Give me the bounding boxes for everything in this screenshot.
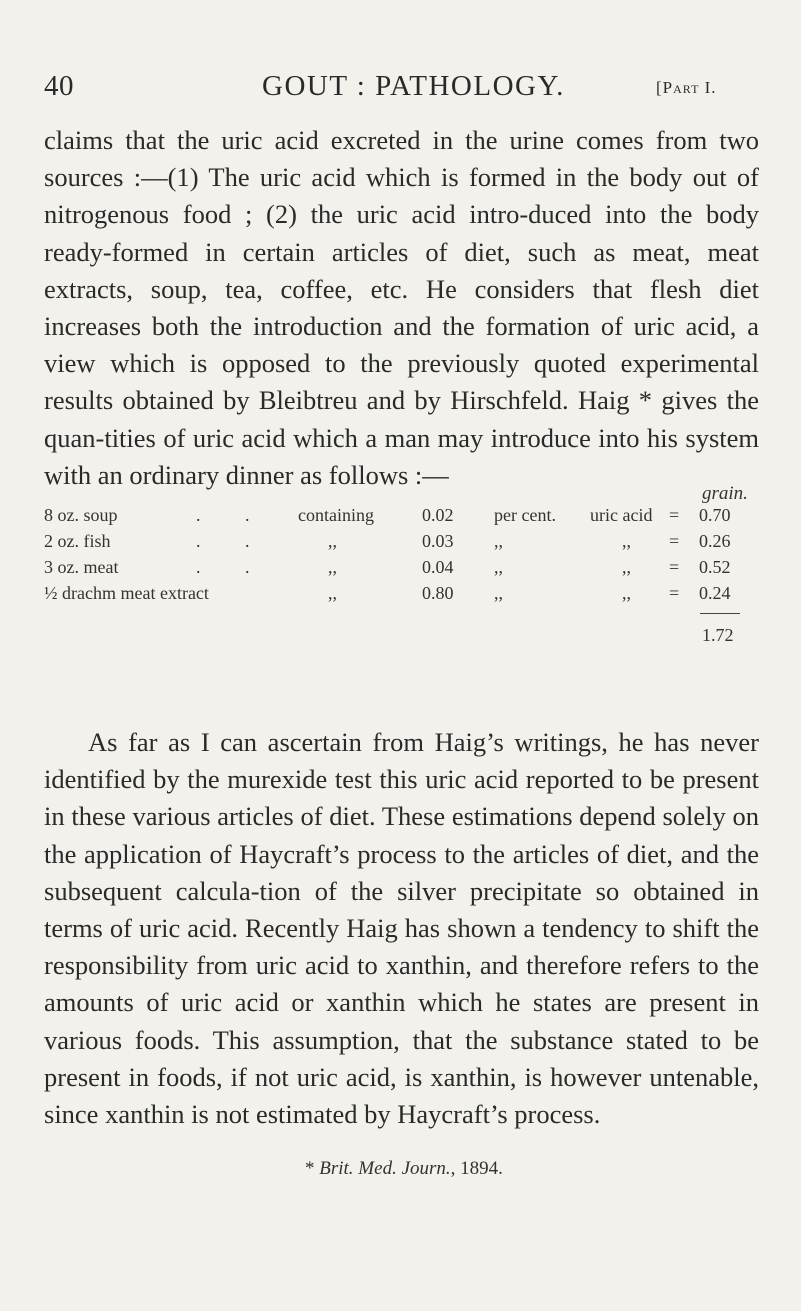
row-item: 8 oz. soup <box>44 505 118 525</box>
table-row <box>44 557 759 583</box>
footnote <box>305 1158 503 1180</box>
unit-header: grain. <box>702 483 748 504</box>
page-number: 40 <box>44 70 74 102</box>
row-leader-dots: . . <box>196 531 270 551</box>
row-per-cent: ,, <box>494 583 503 603</box>
row-item: 3 oz. meat <box>44 557 119 577</box>
row-per-cent: ,, <box>494 531 503 551</box>
paragraph-murexide-test: As far as I can ascertain from Haig’s writings, he has never identified by the murexide test this uric acid reported to be present in these various articles of diet. These estimations depend solely on the application of Haycraft’s process to the articles of diet, and the subsequent calcula-tion of the silver precipitate so obtained in terms of uric acid. Recently Haig has shown a tendency to shift the responsibility from uric acid to xanthin, and therefore refers to the amounts of uric acid or xanthin which he states are present in various foods. This assumption, that the substance stated to be present in foods, if not uric acid, is xanthin, is however untenable, since xanthin is not estimated by Haycraft’s process. <box>44 727 759 1130</box>
row-containing: ,, <box>328 531 337 551</box>
table-row <box>44 583 759 609</box>
row-uric-acid: ,, <box>622 583 631 603</box>
table-row <box>44 531 759 557</box>
footnote-year: 1894. <box>460 1158 503 1179</box>
row-containing: ,, <box>328 557 337 577</box>
row-percentage: 0.80 <box>422 583 454 603</box>
row-containing: ,, <box>328 583 337 603</box>
row-per-cent: per cent. <box>494 505 556 525</box>
part-label: [Part I. <box>656 78 717 97</box>
row-leader-dots: . . <box>196 557 270 577</box>
row-percentage: 0.03 <box>422 531 454 551</box>
table-total: 1.72 <box>702 625 734 645</box>
page-header <box>44 70 784 110</box>
footnote-source: Brit. Med. Journ., <box>319 1158 456 1179</box>
row-equals: = <box>669 557 680 577</box>
paragraph-haig-claims: claims that the uric acid excreted in the urine comes from two sources :—(1) The uric acid which is formed in the body out of nitrogenous food ; (2) the uric acid intro-duced into the body ready-formed in certain articles of diet, such as meat, meat extracts, soup, tea, coffee, etc. He considers that flesh diet increases both the introduction and the formation of uric acid, a view which is opposed to the previously quoted experimental results obtained by Bleibtreu and by Hirschfeld. Haig * gives the quan-tities of uric acid which a man may introduce into his system with an ordinary dinner as follows :— <box>44 125 759 490</box>
row-containing: containing <box>298 505 374 525</box>
row-leader-dots: . . <box>196 505 270 525</box>
row-item: 2 oz. fish <box>44 531 111 551</box>
row-equals: = <box>669 505 680 525</box>
row-uric-acid: ,, <box>622 531 631 551</box>
row-result: 0.70 <box>699 505 731 525</box>
row-uric-acid: ,, <box>622 557 631 577</box>
row-per-cent: ,, <box>494 557 503 577</box>
row-equals: = <box>669 583 680 603</box>
table-row <box>44 505 759 531</box>
row-result: 0.26 <box>699 531 731 551</box>
footnote-marker: * <box>305 1158 315 1179</box>
row-equals: = <box>669 531 680 551</box>
row-percentage: 0.04 <box>422 557 454 577</box>
row-result: 0.52 <box>699 557 731 577</box>
running-title: GOUT : PATHOLOGY. <box>262 70 565 102</box>
row-uric-acid: uric acid <box>590 505 653 525</box>
row-item: ½ drachm meat extract <box>44 583 209 603</box>
row-result: 0.24 <box>699 583 731 603</box>
row-percentage: 0.02 <box>422 505 454 525</box>
sum-rule-divider <box>700 613 740 614</box>
